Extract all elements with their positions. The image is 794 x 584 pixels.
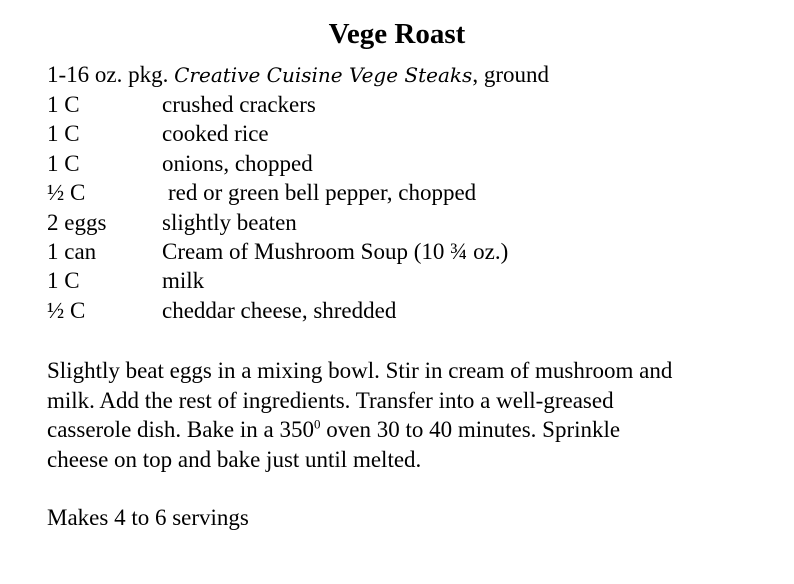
ingredient-qty: 1 C	[47, 268, 80, 293]
ingredient-qty: 2 eggs	[47, 210, 107, 235]
ingredient-qty: ½ C	[47, 298, 86, 323]
intro-prefix: 1-16 oz. pkg.	[47, 62, 169, 87]
instruction-line: Slightly beat eggs in a mixing bowl. Stir in cream of mushroom and	[47, 358, 673, 383]
ingredient-qty: 1 C	[47, 92, 80, 117]
instructions	[47, 356, 767, 474]
recipe-title: Vege Roast	[328, 18, 466, 50]
instruction-line-end: oven 30 to 40 minutes. Sprinkle	[320, 417, 621, 442]
ingredient-item: cooked rice	[162, 121, 269, 146]
intro-line	[47, 60, 549, 90]
instruction-line: cheese on top and bake just until melted.	[47, 446, 422, 472]
ingredient-item: red or green bell pepper, chopped	[168, 180, 477, 205]
instruction-line	[47, 415, 767, 445]
ingredient-item: onions, chopped	[162, 151, 313, 176]
ingredient-item: cheddar cheese, shredded	[162, 298, 397, 323]
brand-name: Creative Cuisine Vege Steaks	[174, 63, 473, 87]
ingredient-item: crushed crackers	[162, 92, 316, 117]
ingredient-qty: 1 C	[47, 151, 80, 176]
ingredient-qty: ½ C	[47, 180, 86, 205]
ingredient-item: slightly beaten	[162, 210, 297, 235]
instruction-line: milk. Add the rest of ingredients. Transfer into a well-greased	[47, 387, 614, 413]
instruction-line-start: casserole dish. Bake in a 350	[47, 417, 314, 442]
intro-suffix: , ground	[472, 62, 549, 87]
ingredient-item: milk	[162, 268, 205, 293]
ingredient-qty: 1 can	[47, 239, 97, 264]
ingredient-qty: 1 C	[47, 121, 80, 146]
servings-note: Makes 4 to 6 servings	[47, 505, 249, 530]
ingredient-item: Cream of Mushroom Soup (10 ¾ oz.)	[162, 239, 509, 264]
degree-mark: 0	[313, 416, 321, 432]
